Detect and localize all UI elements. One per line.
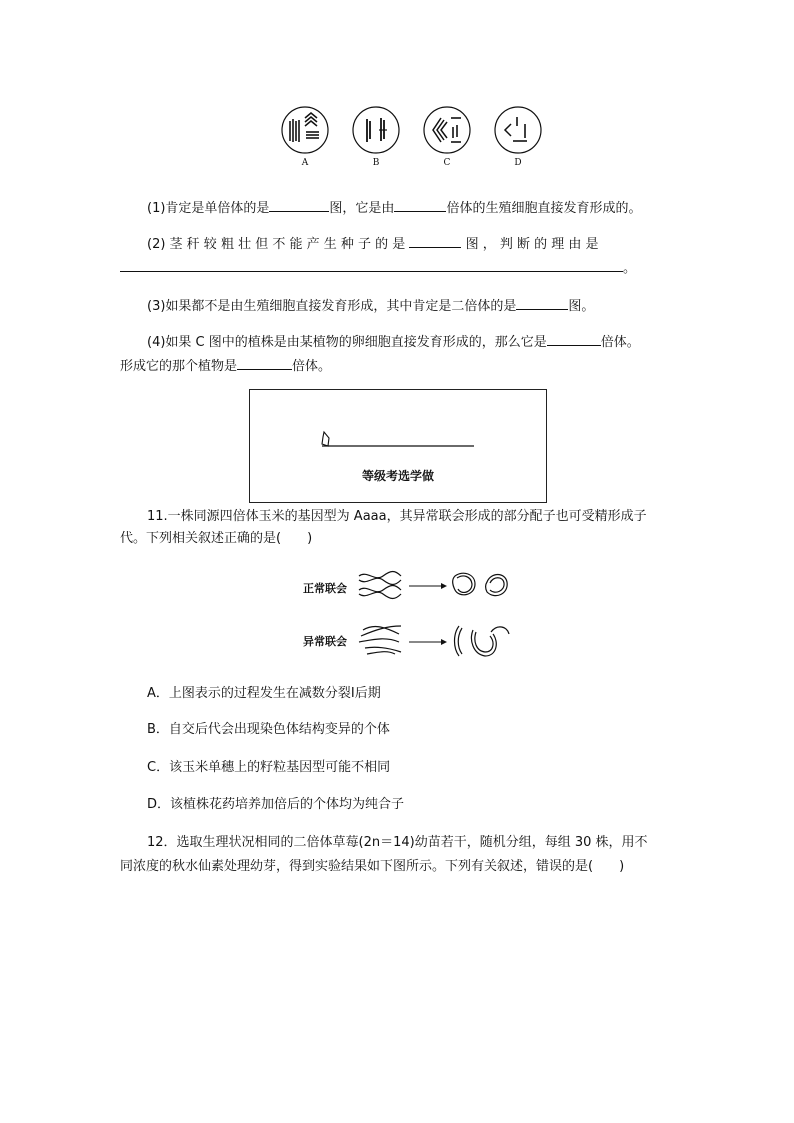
q10-p4-text: (4)如果 C 图中的植株是由某植物的卵细胞直接发育形成的，那么它是 xyxy=(147,335,547,350)
q10-p1-text: (1)肯定是单倍体的是 xyxy=(147,201,270,216)
q10-p4-line2-after: 倍体。 xyxy=(292,359,332,374)
q12-stem-line1: 12．选取生理状况相同的二倍体草莓(2n＝14)幼苗若干，随机分组，每组 30 株，用不 xyxy=(147,835,648,850)
cell-label-d: D xyxy=(514,158,522,168)
q10-part2-line2 xyxy=(120,257,680,279)
cell-label-b: B xyxy=(372,158,380,168)
cell-d-figure xyxy=(495,107,541,153)
answer-blank xyxy=(269,197,329,212)
cells-svg xyxy=(275,104,545,166)
q10-p4-after: 倍体。 xyxy=(600,335,640,350)
q10-part4-line2 xyxy=(120,355,680,377)
section-banner xyxy=(249,389,547,503)
q10-p3-after: 图。 xyxy=(568,299,595,314)
abnormal-synapsis-loops xyxy=(455,626,510,656)
q10-p1-after: 倍体的生殖细胞直接发育形成的。 xyxy=(446,201,642,216)
banner-title: 等级考选学做 xyxy=(361,469,434,483)
answer-blank xyxy=(394,197,446,212)
q11-option-d: D．该植株花药培养加倍后的个体均为纯合子 xyxy=(147,797,405,812)
normal-synapsis-strands xyxy=(359,572,401,599)
cell-c-figure xyxy=(424,107,470,153)
q10-p2-end: 。 xyxy=(623,261,637,276)
cell-label-c: C xyxy=(443,158,451,168)
q10-part1 xyxy=(147,197,707,219)
answer-blank xyxy=(547,331,601,346)
q10-part2 xyxy=(147,233,707,255)
abnormal-synapsis-label: 异常联会 xyxy=(303,635,347,648)
answer-blank xyxy=(516,295,568,310)
arrow-icon xyxy=(409,583,447,589)
q11-stem-line2: 代。下列相关叙述正确的是( ) xyxy=(120,531,313,546)
q10-p4-line2-text: 形成它的那个植物是 xyxy=(120,359,238,374)
abnormal-synapsis-strands xyxy=(359,626,401,654)
pen-icon xyxy=(320,428,480,452)
q11-option-b: B．自交后代会出现染色体结构变异的个体 xyxy=(147,722,390,737)
cell-label-a: A xyxy=(301,158,309,168)
cell-a-figure xyxy=(282,107,328,153)
q10-p2-mid: 图 ， 判 断 的 理 由 是 xyxy=(465,237,599,252)
q12-stem-line2: 同浓度的秋水仙素处理幼芽，得到实验结果如下图所示。下列有关叙述，错误的是( ) xyxy=(120,859,625,874)
arrow-icon xyxy=(409,639,447,645)
q10-p1-mid: 图，它是由 xyxy=(329,201,395,216)
q11-option-c: C．该玉米单穗上的籽粒基因型可能不相同 xyxy=(147,760,391,775)
answer-blank xyxy=(409,233,461,248)
q10-part4 xyxy=(147,331,707,353)
q10-p2-text: (2) 茎 秆 较 粗 壮 但 不 能 产 生 种 子 的 是 xyxy=(147,237,406,252)
q10-p3-text: (3)如果都不是由生殖细胞直接发育形成，其中肯定是二倍体的是 xyxy=(147,299,517,314)
answer-blank xyxy=(120,257,623,272)
normal-synapsis-label: 正常联会 xyxy=(303,582,347,595)
q11-stem-line1: 11.一株同源四倍体玉米的基因型为 Aaaa，其异常联会形成的部分配子也可受精形成子 xyxy=(147,509,647,524)
normal-synapsis-rings xyxy=(453,573,508,595)
cell-b-figure xyxy=(353,107,399,153)
synapsis-diagram xyxy=(355,568,525,664)
q11-option-a: A．上图表示的过程发生在减数分裂Ⅰ后期 xyxy=(147,686,381,701)
answer-blank xyxy=(237,355,292,370)
q10-part3 xyxy=(147,295,707,317)
